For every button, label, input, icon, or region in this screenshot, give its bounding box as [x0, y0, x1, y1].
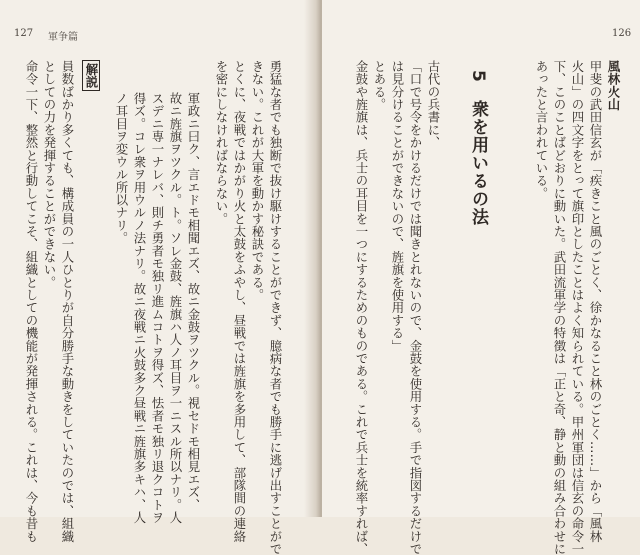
body-column-1: 古代の兵書に、	[426, 60, 441, 149]
kanbun-column-5: ノ耳目ヲ変ウル所以ナリ。	[114, 92, 129, 245]
kanbun-column-2: 故ニ旌旗ヲツクル。ト。ソレ金鼓、旌旗ハ人ノ耳目ヲ一ニスル所以ナリ。人	[168, 92, 183, 524]
section-number: 5	[468, 70, 488, 83]
body-column-5: 金鼓や旌旗は、兵士の耳目を一つにするためのものである。これで兵士を統率すれば、	[354, 60, 369, 555]
section-heading: 風林火山	[606, 60, 621, 111]
kanbun-column-4: 得ズ。コレ衆ヲ用ウルノ法ナリ。故ニ夜戦ニ火鼓多ク昼戦ニ旌旗多キハ、人	[132, 92, 147, 524]
right-column-1: 甲斐の武田信玄が「疾きこと風のごとく、徐かなること林のごとく……」から「風林	[588, 60, 603, 543]
right-column-4: あったと言われている。	[534, 60, 549, 200]
commentary-label: 解説	[82, 60, 100, 91]
left-column-3: とくに、夜戦ではかがり火と太鼓をふやし、昼戦では旌旗を多用して、部隊間の連絡	[232, 60, 247, 543]
left-running-title: 軍争篇	[48, 32, 78, 43]
left-page-number: 127	[14, 28, 34, 39]
right-column-2: 火山」の四文字をとって旗印としたことはよく知られている。甲州軍団は信玄の命令一	[570, 60, 585, 555]
kanbun-column-1: 軍政ニ曰ク、言エドモ相聞エズ、故ニ金鼓ヲツクル。視セドモ相見エズ、	[186, 92, 201, 512]
right-page	[322, 0, 640, 555]
left-column-2: きない。これが大軍を動かす秘訣である。	[250, 60, 265, 302]
left-column-1: 勇猛な者でも独断で抜け駆けすることができず、臆病な者でも勝手に逃げ出すことがで	[268, 60, 283, 555]
commentary-column-1: 員数ばかり多くても、構成員の一人ひとりが自分勝手な動きをしていたのでは、組織	[60, 60, 75, 543]
section-title: 衆を用いるの法	[468, 100, 488, 226]
commentary-column-2: としての力を発揮することができない。	[42, 60, 57, 289]
left-column-4: を密にしなければならない。	[214, 60, 229, 226]
commentary-column-3: 命令一下、整然と行動してこそ、組織としての機能が発揮される。これは、今も昔も	[24, 60, 39, 543]
kanbun-column-3: スデニ専一ナレバ、則チ勇者モ独リ進ムコトヲ得ズ、怯者モ独リ退クコトヲ	[150, 92, 165, 524]
left-page	[0, 0, 318, 555]
right-column-3: 下、このことばどおりに動いた。武田流軍学の特徴は「正と奇、静と動の組み合わせに	[552, 60, 567, 555]
body-column-3: は見分けることができないので、旌旗を使用する」	[390, 60, 405, 353]
body-column-4: とある。	[372, 60, 387, 111]
body-column-2: 「口で号令をかけるだけでは聞きとれないので、金鼓を使用する。手で指図するだけで	[408, 60, 423, 555]
right-page-number: 126	[612, 28, 632, 39]
